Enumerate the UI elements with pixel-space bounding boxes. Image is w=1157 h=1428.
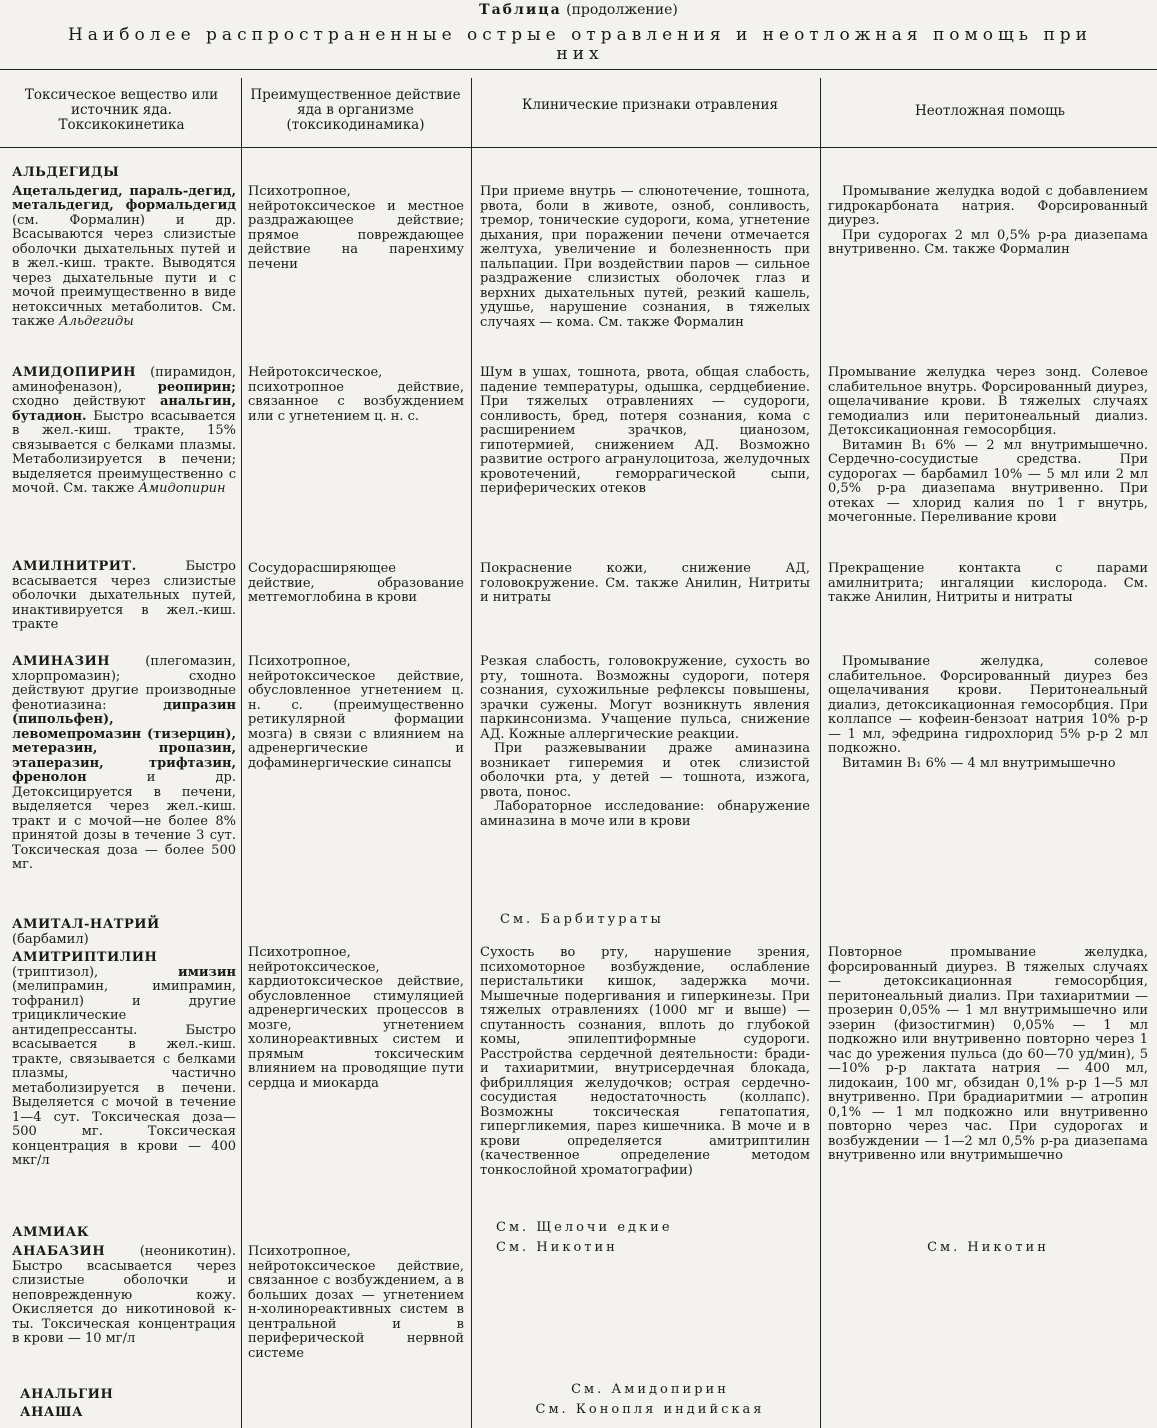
entry-amylnitrite-action: Сосудорасширяющее действие, образование метгемоглобина в крови [248, 561, 464, 605]
entry-aminazine-substance: АМИНАЗИН (плегомазин, хлорпромазин); сходно действуют другие производные фенотиазина: дипразин (пипольфен), левомепромазин (тизерцин), метеразин, пропазин, этаперазин, трифтазин, френолон и др. Детоксицируется в печени, выделяется через жел.-киш. тракт и с мочой—не более 8% принятой дозы в течение 3 сут. Токсическая доза — более 500 мг. [12, 654, 236, 872]
col-divider-3 [820, 78, 821, 1428]
rule-header-bottom [0, 147, 1157, 148]
table-continuation-label: Таблица (продолжение) [479, 2, 678, 18]
entry-amidopyrine-substance: АМИДОПИРИН (пирамидон, аминофеназон), реопирин; сходно действуют анальгин, бутадион. Быстро всасывается в жел.-киш. тракте, 15% связывается с белками плазмы. Метаболизируется в печени; выделяется преимущественно с мочой. См. также Амидопирин [12, 365, 236, 496]
col-divider-1 [241, 78, 242, 1428]
section-heading: АЛЬДЕГИДЫ [12, 165, 120, 180]
entry-anabasine-signs-see: См. Никотин [496, 1240, 618, 1255]
entry-amitriptyline-substance: АМИТРИПТИЛИН (триптизол), имизин (мелипрамин, имипрамин, тофранил) и другие трициклические антидепрессанты. Быстро всасывается в жел.-киш. тракте, связывается с белками плазмы, частично метаболизируется в печени. Выделяется с мочой в течение 1—4 сут. Токсическая доза—500 мг. Токсическая концентрация в крови — 400 мкг/л [12, 950, 236, 1168]
entry-aminazine-signs: Резкая слабость, головокружение, сухость во рту, тошнота. Возможны судороги, потеря сознания, сухожильные рефлексы повышены, зрачки сужены. Могут возникнуть явления паркинсонизма. Учащение пульса, снижение АД. Кожные аллергические реакции. При разжевывании драже аминазина возникает гиперемия и отек слизистой оболочки рта, у детей — тошнота, изжога, рвота, понос. Лабораторное исследование: обнаружение аминазина в моче или в крови [480, 654, 810, 829]
entry-ammonia-substance: АММИАК [12, 1225, 90, 1240]
entry-aldehydes-signs: При приеме внутрь — слюнотечение, тошнота, рвота, боли в животе, озноб, сонливость, тремор, тонические судороги, кома, угнетение дыхания, при поражении печени отмечается желтуха, увеличение и болезненность при пальпации. При воздействии паров — сильное раздражение слизистых оболочек глаз и верхних дыхательных путей, резкий кашель, удушье, нарушение сознания, в тяжелых случаях — кома. См. также Формалин [480, 184, 810, 330]
entry-amidopyrine-action: Нейротоксическое, психотропное действие, связанное с возбуждением или с угнетением ц. н. с. [248, 365, 464, 424]
entry-amitriptyline-help: Повторное промывание желудка, форсированный диурез. В тяжелых случаях — детоксикационная гемосорбция, перитонеальный диализ. При тахиаритмии — прозерин 0,05% — 1 мл внутримышечно или эзерин (физостигмин) 0,05% — 1 мл подкожно или внутривенно повторно через 1 час до урежения пульса (до 60—70 уд/мин), 5—10% р-р лактата натрия — 400 мл, лидокаин, 100 мг, обзидан 0,1% р-р 1—5 мл внутривенно. При брадиаритмии — атропин 0,1% — 1 мл подкожно или внутривенно повторно через час. При судорогах и возбуждении — 1—2 мл 0,5% р-ра диазепама внутривенно или внутримышечно [828, 945, 1148, 1163]
entry-aldehydes-help: Промывание желудка водой с добавлением гидрокарбоната натрия. Форсированный диурез. При судорогах 2 мл 0,5% р-ра диазепама внутривенно. См. также Формалин [828, 184, 1148, 257]
column-header-help: Неотложная помощь [915, 103, 1065, 119]
entry-anasha-see: См. Конопля индийская [535, 1402, 765, 1417]
rule-top [0, 69, 1157, 70]
entry-aminazine-help: Промывание желудка, солевое слабительное. Форсированный диурез без ощелачивания крови. Перитонеальный диализ, детоксикационная гемосорбция. При коллапсе — кофеин-бензоат натрия 10% р-р — 1 мл, эфедрина гидрохлорид 5% р-р 2 мл подкожно. Витамин B₁ 6% — 4 мл внутримышечно [828, 654, 1148, 771]
entry-anabasine-help-see: См. Никотин [927, 1240, 1049, 1255]
column-header-substance: Токсическое вещество или источник яда. Токсикокинетика [24, 87, 219, 133]
entry-amitriptyline-action: Психотропное, нейротоксическое, кардиотоксическое действие, обусловленное стимуляцией адренергических процессов в мозге, угнетением холинореактивных систем и прямым токсическим влиянием на проводящие пути сердца и миокарда [248, 945, 464, 1091]
entry-anabasine-substance: АНАБАЗИН (неоникотин). Быстро всасывается через слизистые оболочки и неповрежденную кожу. Окисляется до никотиновой к-ты. Токсическая концентрация в крови — 10 мг/л [12, 1244, 236, 1346]
col-divider-2 [471, 78, 472, 1428]
entry-aldehydes-substance: АЛЬДЕГИДЫ Ацетальдегид, параль-дегид, метальдегид, формальдегид (см. Формалин) и др. Всасываются через слизистые оболочки дыхательных путей и в жел.-киш. тракте. Выводятся через дыхательные пути и с мочой преимущественно в виде нетоксичных метаболитов. См. также Альдегиды [12, 165, 236, 329]
entry-amitriptyline-signs: Сухость во рту, нарушение зрения, психомоторное возбуждение, ослабление перистальтики кишок, задержка мочи. Мышечные подергивания и гиперкинезы. При тяжелых отравлениях (1000 мг и выше) — спутанность сознания, вплоть до глубокой комы, эпилептиформные судороги. Расстройства сердечной деятельности: бради- и тахиаритмии, внутрисердечная блокада, фибрилляция желудочков; острая сердечно-сосудистая недостаточность (коллапс). Возможны токсическая гепатопатия, гипергликемия, парез кишечника. В моче и в крови определяется амитриптилин (качественное определение методом тонкослойной хроматографии) [480, 945, 810, 1178]
entry-anasha-substance: АНАША [20, 1405, 84, 1420]
entry-anabasine-action: Психотропное, нейротоксическое действие, связанное с возбуждением, а в больших дозах — угнетением н-холинореактивных систем в центральной и в периферической нервной системе [248, 1244, 464, 1361]
entry-amylnitrite-substance: АМИЛНИТРИТ. Быстро всасывается через слизистые оболочки дыхательных путей, инактивируется в жел.-киш. тракте [12, 559, 236, 632]
entry-analgin-see: См. Амидопирин [571, 1382, 729, 1397]
entry-amytal-see: См. Барбитураты [500, 912, 664, 927]
entry-ammonia-see: См. Щелочи едкие [496, 1220, 673, 1235]
entry-amylnitrite-signs: Покраснение кожи, снижение АД, головокружение. См. также Анилин, Нитриты и нитраты [480, 561, 810, 605]
entry-amytal-substance: АМИТАЛ-НАТРИЙ (барбамил) [12, 917, 160, 947]
entry-aminazine-action: Психотропное, нейротоксическое действие, обусловленное угнетением ц. н. с. (преимущественно ретикулярной формации мозга) в связи с влиянием на адренергические и дофаминергические синапсы [248, 654, 464, 771]
column-header-action: Преимущественное действие яда в организме (токсикодинамика) [250, 87, 461, 133]
entry-aldehydes-action: Психотропное, нейротоксическое и местное раздражающее действие; прямое повреждающее действие на паренхиму печени [248, 184, 464, 272]
table-title: Наиболее распространенные острые отравления и неотложная помощь при них [67, 25, 1093, 64]
entry-analgin-substance: АНАЛЬГИН [20, 1387, 114, 1402]
column-header-signs: Клинические признаки отравления [522, 97, 778, 113]
entry-amidopyrine-help: Промывание желудка через зонд. Солевое слабительное внутрь. Форсированный диурез, ощелачивание крови. В тяжелых случаях гемодиализ или перитонеальный диализ. Детоксикационная гемосорбция. Витамин B₁ 6% — 2 мл внутримышечно. Сердечно-сосудистые средства. При судорогах — барбамил 10% — 5 мл или 2 мл 0,5% р-ра диазепама внутривенно. При отеках — хлорид калия по 1 г внутрь, мочегонные. Переливание крови [828, 365, 1148, 525]
substance-name: Ацетальдегид, параль-дегид, метальдегид, формальдегид [12, 183, 236, 213]
entry-amylnitrite-help: Прекращение контакта с парами амилнитрита; ингаляции кислорода. См. также Анилин, Нитриты и нитраты [828, 561, 1148, 605]
entry-amidopyrine-signs: Шум в ушах, тошнота, рвота, общая слабость, падение температуры, одышка, сердцебиение. При тяжелых отравлениях — судороги, сонливость, бред, потеря сознания, кома с расширением зрачков, цианозом, гипотермией, снижением АД. Возможно развитие острого агранулоцитоза, желудочных кровотечений, геморрагической сыпи, периферических отеков [480, 365, 810, 496]
